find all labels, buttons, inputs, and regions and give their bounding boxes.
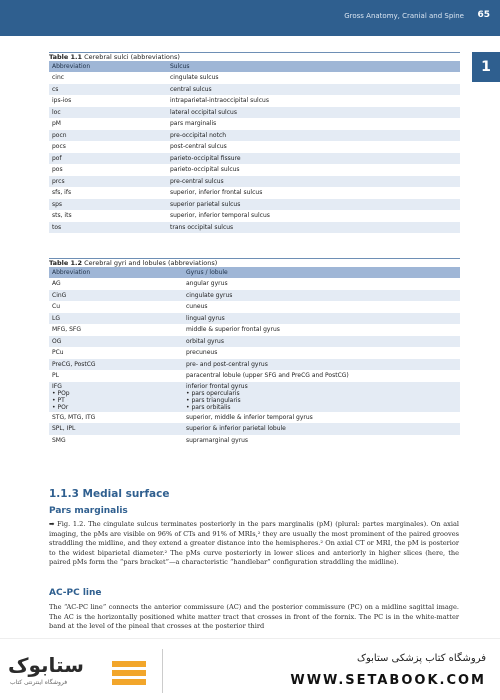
table-row: [49, 370, 460, 382]
term-cell: angular gyrus: [186, 280, 228, 287]
term-cell: cingulate sulcus: [170, 74, 219, 81]
term-cell: superior, middle & inferior temporal gyrus: [186, 413, 313, 421]
term-cell: central sulcus: [167, 84, 460, 96]
abbreviation-cell: sps: [49, 199, 167, 211]
term-cell: pre-central sulcus: [167, 176, 460, 188]
table-caption-label: Table 1.1: [49, 53, 83, 61]
table-caption-text: Cerebral gyri and lobules (abbreviations): [84, 259, 218, 267]
table-row: [49, 301, 460, 313]
term-cell: [183, 382, 460, 412]
abbreviation-cell: LG: [49, 313, 183, 325]
abbreviation-cell: prcs: [49, 176, 167, 188]
table-row: [49, 278, 460, 290]
table-row: [49, 222, 460, 234]
term-cell: orbital gyrus: [183, 336, 460, 348]
table-row: [49, 95, 460, 107]
cell-line: • POp: [52, 389, 70, 397]
term-cell: cuneus: [186, 303, 208, 310]
cell-line: • pars opercularis: [186, 389, 240, 397]
abbreviation-cell: sts, its: [52, 212, 72, 219]
abbreviation-cell: pocn: [49, 130, 167, 142]
cell-line: • pars orbitalis: [186, 403, 231, 411]
abbreviation-cell: PL: [52, 372, 59, 379]
table-row: [49, 290, 460, 302]
table-row: [49, 164, 460, 176]
abbreviation-cell: [49, 382, 183, 412]
page-number: 65: [477, 10, 490, 20]
abbreviation-cell: cinc: [52, 74, 65, 81]
term-cell: trans occipital sulcus: [167, 222, 460, 234]
logo-subtitle: فروشگاه اینترنتی کتاب: [10, 679, 68, 686]
term-cell: pre- and post-central gyrus: [183, 359, 460, 371]
subsection-heading-pars-marginalis: Pars marginalis: [49, 506, 128, 516]
table-row: [49, 130, 460, 142]
abbreviation-cell: pocs: [52, 143, 66, 150]
table-row: [49, 382, 460, 412]
table-row: [49, 118, 460, 130]
term-cell: cingulate gyrus: [183, 290, 460, 302]
running-title: Gross Anatomy, Cranial and Spine: [344, 12, 464, 20]
table-caption-text: Cerebral sulci (abbreviations): [84, 53, 180, 61]
store-logo: [8, 653, 153, 693]
table-row: [49, 176, 460, 188]
logo-text: ستابوک: [8, 653, 84, 677]
abbreviation-cell: STG, MTG, ITG: [52, 413, 96, 421]
term-cell: intraparietal-intraoccipital sulcus: [170, 97, 269, 104]
term-cell: precuneus: [186, 349, 218, 356]
abbreviation-cell: tos: [49, 222, 167, 234]
column-header: Abbreviation: [49, 61, 167, 72]
footer-banner: [0, 638, 500, 700]
abbreviation-cell: pM: [52, 120, 61, 127]
term-cell: post-central sulcus: [170, 143, 227, 150]
table-row: [49, 107, 460, 119]
abbreviation-cell: PCu: [52, 349, 64, 356]
table-caption: [49, 52, 460, 61]
chapter-tab: 1: [472, 52, 500, 82]
table-row: [49, 324, 460, 336]
abbreviation-cell: SPL, IPL: [49, 423, 183, 435]
term-cell: pre-occipital notch: [167, 130, 460, 142]
abbreviation-cell: OG: [49, 336, 183, 348]
paragraph-ac-pc-line: The “AC-PC line” connects the anterior commissure (AC) and the posterior commissure (PC) on a midline sagittal image. The AC is the horizontally positioned white matter tract that crosses in front of the fornix. The PC is in the white-matter band at the level of the pineal that crosses at the posterior third: [49, 603, 459, 631]
subsection-heading-ac-pc-line: AC-PC line: [49, 588, 102, 598]
term-cell: lateral occipital sulcus: [167, 107, 460, 119]
section-heading: 1.1.3 Medial surface: [49, 488, 170, 500]
term-cell: parieto-occipital fissure: [167, 153, 460, 165]
table-row: [49, 141, 460, 153]
table-row: [49, 423, 460, 435]
table-row: [49, 435, 460, 447]
table-row: [49, 187, 460, 199]
store-url: WWW.SETABOOK.COM: [290, 673, 486, 688]
abbreviation-cell: ips-ios: [52, 97, 72, 104]
table-row: [49, 84, 460, 96]
abbreviation-cell: SMG: [52, 436, 66, 444]
table-cerebral-gyri: [49, 258, 460, 446]
abbreviation-cell: loc: [49, 107, 167, 119]
term-cell: parieto-occipital sulcus: [170, 166, 240, 173]
paragraph-pars-marginalis: ➡ Fig. 1.2. The cingulate sulcus terminates posteriorly in the pars marginalis (pM) (plural: partes marginales). On axial imaging, the pMs are visible on 96% of CTs and 91% of MRIs,² they are usually the most prominent of the paired grooves straddling the midline, and they extend a greater distance into the hemispheres.² On axial CT or MRI, the pM is posterior to the widest biparietal diameter.² The pMs curve posteriorly in lower slices and anteriorly in higher slices (here, the paired pMs form the “pars bracket”—a characteristic “handlebar” configuration straddling the midline).: [49, 520, 459, 567]
table-row: [49, 347, 460, 359]
term-cell: paracentral lobule (upper SFG and PreCG and PostCG): [186, 372, 349, 379]
page-header: [0, 0, 500, 36]
cell-line: • POr: [52, 403, 69, 411]
column-header: Abbreviation: [49, 267, 183, 278]
data-table: [49, 267, 460, 446]
abbreviation-cell: Cu: [52, 303, 60, 310]
table-row: [49, 72, 460, 84]
table-row: [49, 313, 460, 325]
table-row: [49, 210, 460, 222]
cell-line: • pars triangularis: [186, 396, 241, 404]
abbreviation-cell: cs: [49, 84, 167, 96]
table-cerebral-sulci: [49, 52, 460, 233]
abbreviation-cell: pof: [49, 153, 167, 165]
abbreviation-cell: MFG, SFG: [52, 326, 82, 333]
cell-line: inferior frontal gyrus: [186, 382, 248, 390]
term-cell: superior, inferior temporal sulcus: [170, 212, 270, 219]
table-row: [49, 199, 460, 211]
table-caption-label: Table 1.2: [49, 259, 83, 267]
table-row: [49, 336, 460, 348]
abbreviation-cell: sfs, ifs: [52, 189, 72, 196]
abbreviation-cell: pos: [52, 166, 63, 173]
table-caption: [49, 258, 460, 267]
term-cell: supramarginal gyrus: [186, 436, 249, 444]
table-row: [49, 153, 460, 165]
term-cell: superior & inferior parietal lobule: [183, 423, 460, 435]
table-row: [49, 359, 460, 371]
term-cell: lingual gyrus: [183, 313, 460, 325]
term-cell: superior, inferior frontal sulcus: [170, 189, 263, 196]
term-cell: pars marginalis: [170, 120, 217, 127]
column-header: Sulcus: [167, 61, 460, 72]
table-row: [49, 412, 460, 424]
book-stack-icon: [108, 655, 150, 689]
cell-line: • PT: [52, 396, 65, 404]
cell-line: IFG: [52, 382, 62, 390]
abbreviation-cell: PreCG, PostCG: [49, 359, 183, 371]
footer-divider: [162, 649, 163, 693]
column-header: Gyrus / lobule: [183, 267, 460, 278]
store-title: فروشگاه کتاب پزشکی ستابوک: [357, 653, 486, 664]
abbreviation-cell: CinG: [49, 290, 183, 302]
abbreviation-cell: AG: [52, 280, 61, 287]
data-table: [49, 61, 460, 233]
term-cell: superior parietal sulcus: [167, 199, 460, 211]
term-cell: middle & superior frontal gyrus: [186, 326, 280, 333]
